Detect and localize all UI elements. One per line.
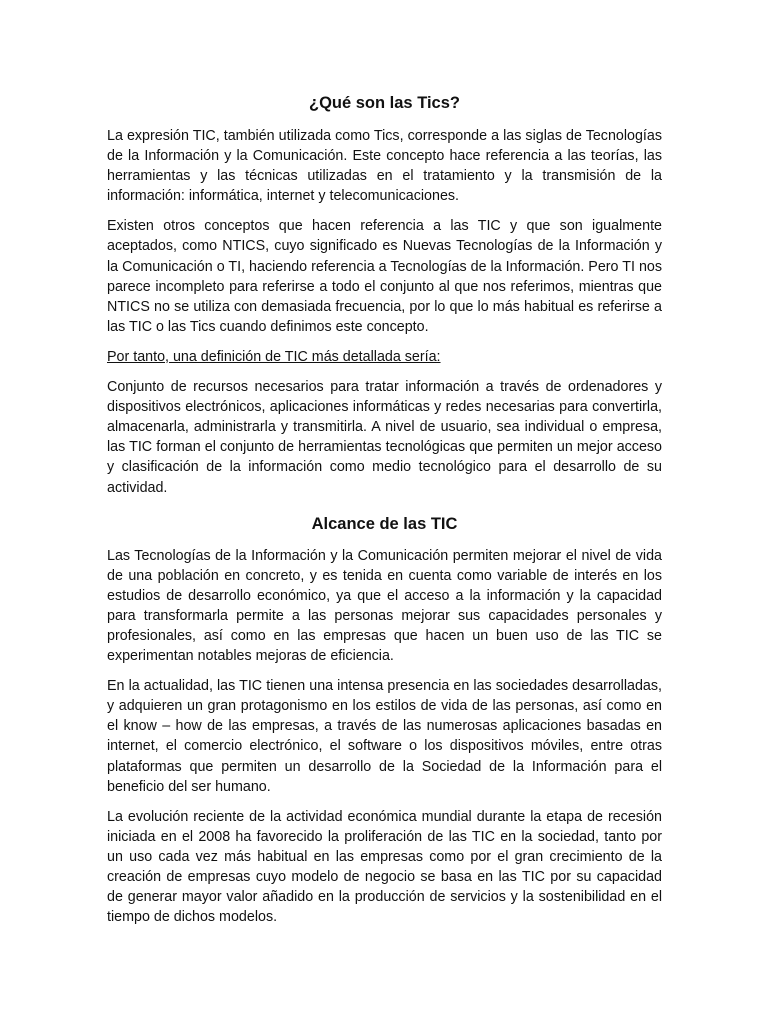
definition-lead-in: Por tanto, una definición de TIC más detallada sería: xyxy=(107,348,441,365)
document-page xyxy=(107,88,662,937)
section-title: Alcance de las TIC xyxy=(311,514,458,533)
section-que-son-las-tics xyxy=(107,93,662,498)
paragraph: Las Tecnologías de la Información y la Comunicación permiten mejorar el nivel de vida de una población en concreto, y es tenida en cuenta como variable de interés en los estudios de desarrollo económico, ya que el acceso a la información y la capacidad para transformarla permite a las personas mejorar sus capacidades personales y profesionales, así como en las empresas que hacen un buen uso de las TIC se experimentan notables mejoras de eficiencia. xyxy=(107,547,662,665)
paragraph: La evolución reciente de la actividad económica mundial durante la etapa de recesión iniciada en el 2008 ha favorecido la proliferación de las TIC en la sociedad, tanto por un uso cada vez más habitual en las empresas como por el gran crecimiento de la creación de empresas cuyo modelo de negocio se basa en las TIC por su capacidad de generar mayor valor añadido en la producción de servicios y la sostenibilidad en el tiempo de dichos modelos. xyxy=(107,808,662,926)
paragraph: La expresión TIC, también utilizada como Tics, corresponde a las siglas de Tecnologías de la Información y la Comunicación. Este concepto hace referencia a las teorías, las herramientas y las técnicas utilizadas en el tratamiento y la transmisión de la información: informática, internet y telecomunicaciones. xyxy=(107,128,662,205)
section-alcance-de-las-tic xyxy=(107,514,662,928)
paragraph: Existen otros conceptos que hacen referencia a las TIC y que son igualmente aceptados, como NTICS, cuyo significado es Nuevas Tecnologías de la Información y la Comunicación o TI, haciendo referencia a Tecnologías de la Información. Pero TI nos parece incompleto para referirse a todo el conjunto al que nos referimos, mientras que NTICS no se utiliza con demasiada frecuencia, por lo que lo más habitual es referirse a las TIC o las Tics cuando definimos este concepto. xyxy=(107,218,662,335)
section-title: ¿Qué son las Tics? xyxy=(309,94,460,112)
paragraph: En la actualidad, las TIC tienen una intensa presencia en las sociedades desarrolladas, y adquieren un gran protagonismo en los estilos de vida de las personas, así como en el know – how de las empresas, a través de las numerosas aplicaciones basadas en internet, el comercio electrónico, el software o los dispositivos móviles, entre otras plataformas que permiten un desarrollo de la Sociedad de la Información para el beneficio del ser humano. xyxy=(107,678,662,795)
paragraph: Conjunto de recursos necesarios para tratar información a través de ordenadores y dispositivos electrónicos, aplicaciones informáticas y redes necesarias para convertirla, almacenarla, administrarla y transmitirla. A nivel de usuario, sea individual o empresa, las TIC forman el conjunto de herramientas tecnológicas que permiten un mejor acceso y clasificación de la información como medio tecnológico para el desarrollo de su actividad. xyxy=(107,379,662,496)
